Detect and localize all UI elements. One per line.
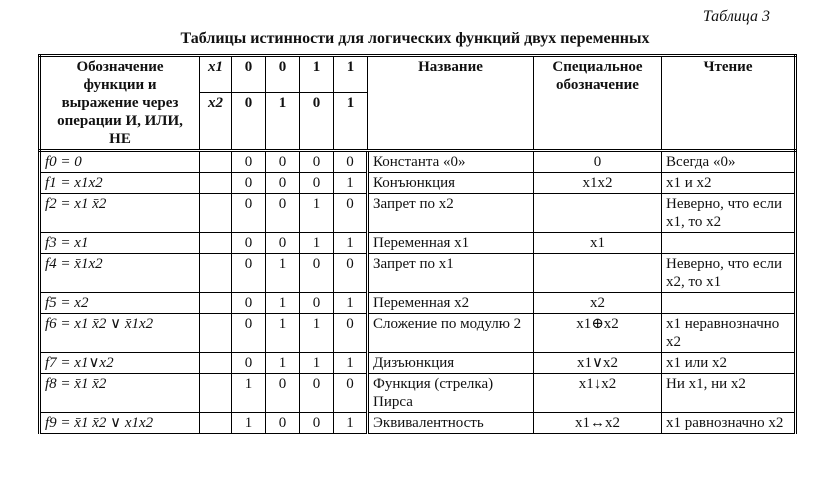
function-expression: f9 = x̄1 x̄2 ∨ x1x2: [40, 413, 200, 434]
function-name: Конъюнкция: [368, 173, 534, 194]
truth-value: 0: [334, 374, 368, 413]
truth-value: 1: [334, 413, 368, 434]
truth-value: 0: [232, 254, 266, 293]
truth-value: 0: [232, 151, 266, 173]
function-expression: f5 = x2: [40, 293, 200, 314]
special-notation: [534, 194, 662, 233]
blank-cell: [200, 151, 232, 173]
table-row: [40, 413, 796, 434]
function-reading: x1 равнозначно x2: [662, 413, 796, 434]
special-notation: x1↔x2: [534, 413, 662, 434]
truth-value: 0: [334, 194, 368, 233]
table-row: [40, 151, 796, 173]
truth-value: 0: [300, 413, 334, 434]
function-expression: f3 = x1: [40, 233, 200, 254]
truth-value: 0: [300, 254, 334, 293]
truth-value: 0: [266, 233, 300, 254]
table-row: [40, 374, 796, 413]
special-notation: x1⊕x2: [534, 314, 662, 353]
truth-value: 1: [334, 173, 368, 194]
function-expression: f8 = x̄1 x̄2: [40, 374, 200, 413]
x2-value: 1: [266, 93, 300, 151]
truth-value: 1: [266, 254, 300, 293]
truth-value: 1: [232, 374, 266, 413]
truth-value: 0: [232, 314, 266, 353]
function-reading: x1 и x2: [662, 173, 796, 194]
truth-value: 1: [232, 413, 266, 434]
truth-value: 1: [334, 293, 368, 314]
special-notation: x2: [534, 293, 662, 314]
truth-value: 1: [300, 194, 334, 233]
blank-cell: [200, 413, 232, 434]
special-notation: 0: [534, 151, 662, 173]
truth-value: 0: [300, 293, 334, 314]
function-name: Переменная x2: [368, 293, 534, 314]
truth-value: 1: [334, 233, 368, 254]
truth-value: 0: [232, 293, 266, 314]
x1-value: 1: [300, 56, 334, 93]
truth-value: 0: [266, 413, 300, 434]
truth-value: 0: [266, 151, 300, 173]
reading-header: Чтение: [662, 56, 796, 151]
table-row: [40, 353, 796, 374]
document-title: Таблицы истинности для логических функций двух переменных: [180, 30, 650, 47]
x1-value: 1: [334, 56, 368, 93]
blank-cell: [200, 233, 232, 254]
truth-table: [38, 54, 797, 434]
designation-header: Обозначение функции и выражение через операции И, ИЛИ, НЕ: [40, 56, 200, 151]
truth-value: 0: [334, 314, 368, 353]
function-name: Эквивалентность: [368, 413, 534, 434]
table-body: [40, 151, 796, 434]
blank-cell: [200, 374, 232, 413]
truth-value: 1: [300, 353, 334, 374]
truth-value: 0: [232, 194, 266, 233]
blank-cell: [200, 194, 232, 233]
truth-value: 1: [266, 293, 300, 314]
x2-value: 0: [232, 93, 266, 151]
truth-value: 1: [266, 353, 300, 374]
x2-header: x2: [200, 93, 232, 151]
truth-value: 0: [232, 173, 266, 194]
function-name: Запрет по x2: [368, 194, 534, 233]
function-expression: f4 = x̄1x2: [40, 254, 200, 293]
function-reading: Неверно, что если x2, то x1: [662, 254, 796, 293]
truth-value: 0: [232, 353, 266, 374]
special-notation: x1↓x2: [534, 374, 662, 413]
table-row: [40, 233, 796, 254]
function-reading: x1 неравнозначно x2: [662, 314, 796, 353]
truth-value: 0: [300, 151, 334, 173]
function-expression: f1 = x1x2: [40, 173, 200, 194]
blank-cell: [200, 173, 232, 194]
table-label: Таблица 3: [702, 8, 770, 25]
truth-value: 0: [266, 374, 300, 413]
function-name: Функция (стрелка) Пирса: [368, 374, 534, 413]
special-notation: x1: [534, 233, 662, 254]
truth-value: 1: [334, 353, 368, 374]
x1-value: 0: [232, 56, 266, 93]
truth-value: 0: [334, 254, 368, 293]
table-row: [40, 194, 796, 233]
function-name: Константа «0»: [368, 151, 534, 173]
function-reading: [662, 293, 796, 314]
truth-value: 0: [300, 374, 334, 413]
truth-value: 0: [266, 173, 300, 194]
function-name: Переменная x1: [368, 233, 534, 254]
function-expression: f0 = 0: [40, 151, 200, 173]
truth-value: 1: [300, 233, 334, 254]
function-expression: f7 = x1∨x2: [40, 353, 200, 374]
table-row: [40, 173, 796, 194]
blank-cell: [200, 254, 232, 293]
special-header: Специальное обозначение: [534, 56, 662, 151]
truth-value: 0: [334, 151, 368, 173]
x1-header: x1: [200, 56, 232, 93]
function-name: Запрет по x1: [368, 254, 534, 293]
function-reading: [662, 233, 796, 254]
blank-cell: [200, 314, 232, 353]
truth-value: 1: [300, 314, 334, 353]
function-name: Сложение по модулю 2: [368, 314, 534, 353]
table-row: [40, 293, 796, 314]
x2-value: 0: [300, 93, 334, 151]
blank-cell: [200, 353, 232, 374]
blank-cell: [200, 293, 232, 314]
function-expression: f2 = x1 x̄2: [40, 194, 200, 233]
function-expression: f6 = x1 x̄2 ∨ x̄1x2: [40, 314, 200, 353]
special-notation: x1x2: [534, 173, 662, 194]
truth-value: 0: [266, 194, 300, 233]
truth-value: 1: [266, 314, 300, 353]
function-name: Дизъюнкция: [368, 353, 534, 374]
name-header: Название: [368, 56, 534, 151]
x1-value: 0: [266, 56, 300, 93]
function-reading: Неверно, что если x1, то x2: [662, 194, 796, 233]
truth-value: 0: [300, 173, 334, 194]
x2-value: 1: [334, 93, 368, 151]
function-reading: Ни x1, ни x2: [662, 374, 796, 413]
special-notation: x1∨x2: [534, 353, 662, 374]
function-reading: Всегда «0»: [662, 151, 796, 173]
truth-value: 0: [232, 233, 266, 254]
function-reading: x1 или x2: [662, 353, 796, 374]
special-notation: [534, 254, 662, 293]
table-row: [40, 254, 796, 293]
table-row: [40, 314, 796, 353]
